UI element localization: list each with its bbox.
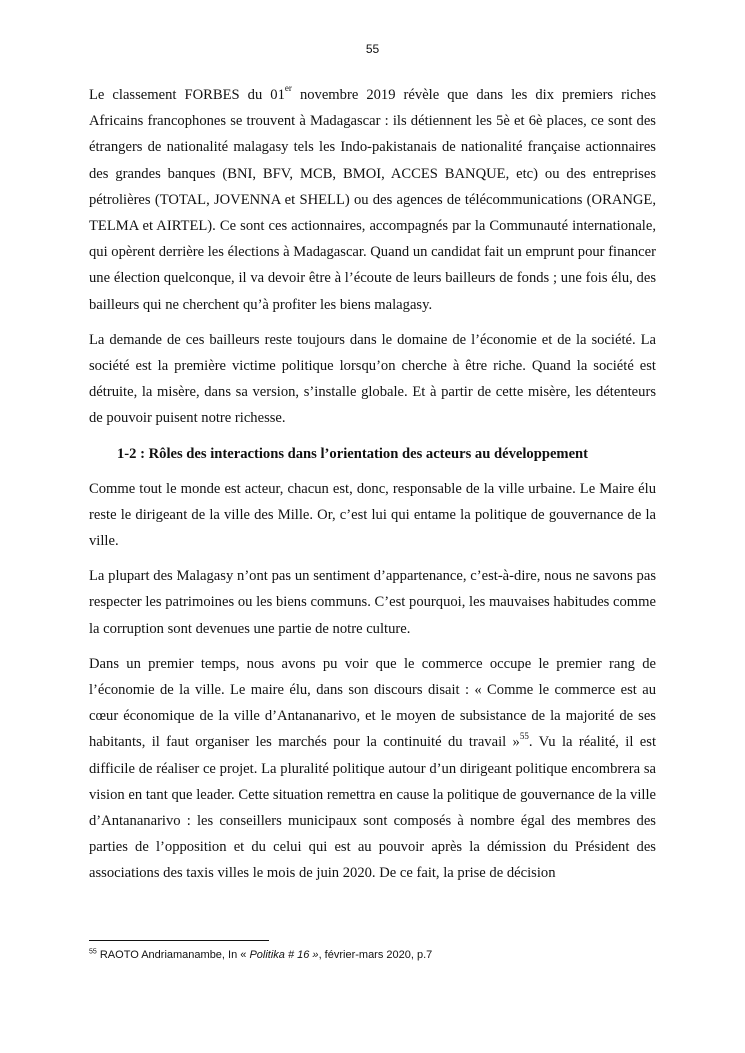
paragraph-5-start: Dans un premier temps, nous avons pu voir que le commerce occupe le premier rang de l’économie de la ville. Le maire élu, dans son discours disait : « Comme le commerce est au cœur économique de la ville d’Antananarivo, et le moyen de subsistance de la majorité de ses habitants, il faut organiser les marchés pour la continuité du travail » bbox=[89, 655, 656, 751]
page-number: 55 bbox=[365, 42, 380, 56]
superscript-er: er bbox=[284, 83, 292, 94]
paragraph-3: Comme tout le monde est acteur, chacun est, donc, responsable de la ville urbaine. Le Maire élu reste le dirigeant de la ville des Mille. Or, c’est lui qui entame la politique de gouvernance de la ville. bbox=[89, 480, 656, 550]
paragraph-1 bbox=[89, 82, 656, 318]
paragraph-2: La demande de ces bailleurs reste toujours dans le domaine de l’économie et de la société. La société est la première victime politique lorsqu’on cherche à être riche. Quand la société est détruite, la misère, dans sa version, s’installe globale. Et à partir de cette misère, les détenteurs de pouvoir puisent notre richesse. bbox=[89, 331, 656, 427]
footnote bbox=[89, 948, 656, 962]
footnote-number: 55 bbox=[89, 948, 97, 956]
paragraph-4: La plupart des Malagasy n’ont pas un sentiment d’appartenance, c’est-à-dire, nous ne savons pas respecter les patrimoines ou les biens communs. C’est pourquoi, les mauvaises habitudes comme la corruption sont devenues une partie de notre culture. bbox=[89, 568, 656, 637]
paragraph-1-start: Le classement FORBES du 01 bbox=[89, 87, 285, 103]
paragraph-5-rest: . Vu la réalité, il est difficile de réaliser ce projet. La pluralité politique autour d’un dirigeant politique encombrera sa vision en tant que leader. Cette situation remettra en cause la politique de gouvernance de la ville d’Antananarivo : les conseillers municipaux sont composés à nombre égal des membres des parties de l’opposition et du celui qui est au pouvoir après la démission du Président des associations des taxis villes le mois de juin 2020. De ce fait, la prise de décision bbox=[89, 734, 656, 882]
footnote-text-end: , février-mars 2020, p.7 bbox=[318, 949, 433, 961]
section-heading: 1-2 : Rôles des interactions dans l’orientation des acteurs au développement bbox=[117, 445, 589, 462]
footnote-reference[interactable]: 55 bbox=[519, 730, 529, 741]
footnote-text-start: RAOTO Andriamanambe, In « bbox=[96, 949, 250, 961]
paragraph-5 bbox=[89, 651, 656, 887]
document-body bbox=[89, 82, 656, 896]
footnote-title: Politika # 16 » bbox=[249, 949, 319, 961]
footnote-divider bbox=[89, 940, 269, 941]
paragraph-1-rest: novembre 2019 révèle que dans les dix premiers riches Africains francophones se trouvent à Madagascar : ils détiennent les 5è et 6è places, ce sont des étrangers de nationalité malagasy tels les Indo-pakistanais de nationalité française actionnaires des grandes banques (BNI, BFV, MCB, BMOI, ACCES BANQUE, etc) ou des entreprises pétrolières (TOTAL, JOVENNA et SHELL) ou des agences de télécommunications (ORANGE, TELMA et AIRTEL). Ce sont ces actionnaires, accompagnés par la Communauté internationale, qui opèrent derrière les élections à Madagascar. Quand un candidat fait un emprunt pour financer une élection quelconque, il va devoir être à l’écoute de leurs bailleurs de fonds ; une fois élu, des bailleurs qui ne cherchent qu’à profiter les biens malagasy. bbox=[89, 87, 656, 313]
